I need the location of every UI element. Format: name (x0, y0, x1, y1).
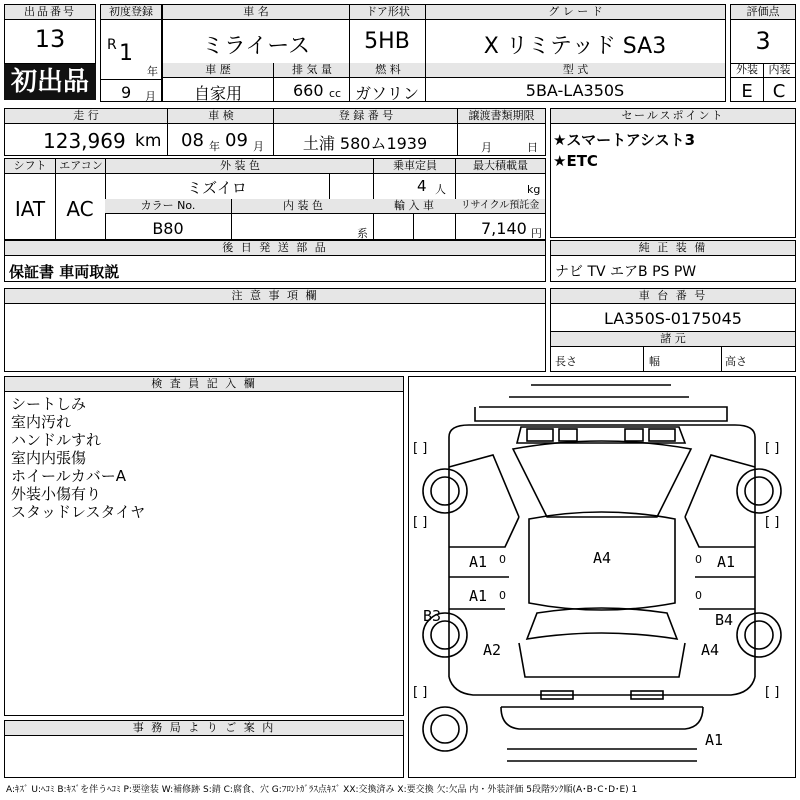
reg-year-unit: 年 (147, 65, 158, 78)
score: 3 (755, 27, 771, 55)
history-label: 車 歴 (163, 63, 273, 78)
lot-box (4, 4, 96, 64)
damage-roof: A4 (593, 549, 612, 567)
grade: X リミテッド SA3 (483, 34, 667, 59)
door-type: 5HB (364, 29, 410, 54)
inspector-line: ホイールカバーA (11, 467, 126, 485)
equipment-label: 純 正 装 備 (551, 241, 795, 256)
car-info-box (162, 4, 726, 102)
capacity: 4 (417, 177, 427, 195)
color-no-label: カラー No. (105, 199, 231, 214)
fuel: ガソリン (354, 84, 419, 103)
equipment-box (550, 240, 796, 282)
chassis-number: LA350S-0175045 (604, 309, 742, 328)
inspector-lines (11, 395, 145, 521)
ac: AC (66, 197, 94, 221)
capacity-label: 乗車定員 (373, 159, 456, 174)
mileage-unit: km (135, 131, 162, 151)
bracket-right-front: [ ] (765, 441, 780, 456)
door-label: ドア形状 (349, 5, 426, 20)
recycle-amount: 7,140 (481, 219, 527, 238)
displacement-label: 排 気 量 (273, 63, 350, 78)
shift-label: シフト (5, 159, 55, 174)
later-parts-box (4, 240, 546, 282)
exterior-grade: E (741, 81, 753, 102)
bracket-left-rear: [ ] (413, 685, 428, 700)
damage-left-rear-wheel: A2 (483, 641, 502, 659)
interior-label: 内装 (763, 63, 795, 78)
door-o-right-front: 0 (695, 553, 702, 566)
bracket-right-rear: [ ] (765, 685, 780, 700)
damage-right-rear-fender: B4 (715, 611, 734, 629)
mileage: 123,969 (43, 129, 126, 153)
lot-number: 13 (34, 25, 66, 53)
later-parts-label: 後 日 発 送 部 品 (5, 241, 545, 256)
era: R (107, 37, 117, 53)
inspector-line: 室内汚れ (11, 413, 72, 431)
transfer-month: 月 (481, 141, 492, 154)
chassis-label: 車 台 番 号 (551, 289, 795, 304)
damage-left-rear-door: A1 (469, 587, 488, 605)
score-box (730, 4, 796, 102)
reg-month-unit: 月 (145, 90, 156, 103)
interior-grade: C (772, 81, 786, 102)
bracket-left-mid: [ ] (413, 515, 428, 530)
ext-color-label: 外 装 色 (105, 159, 374, 174)
car-name: ミライース (201, 34, 311, 59)
sales-point-2: ★ETC (553, 152, 598, 170)
recycle-label: リサイクル預託金 (455, 199, 545, 214)
displacement-unit: cc (329, 87, 342, 100)
equipment-text: ナビ TV エアB PS PW (555, 264, 697, 280)
damage-left-rear-fender: B3 (423, 607, 442, 625)
load-unit: kg (527, 183, 541, 196)
recycle-unit: 円 (531, 227, 542, 240)
exterior-label: 外装 (731, 63, 763, 78)
first-listing-text: 初出品 (10, 67, 89, 97)
lot-label: 出品番号 (5, 5, 95, 20)
plate-number: 土浦 580ム1939 (302, 134, 428, 153)
int-color-label: 内 装 色 (231, 199, 374, 214)
capacity-unit: 人 (435, 183, 446, 196)
import-label: 輸 入 車 (373, 199, 455, 214)
plate-label: 登 録 番 号 (273, 109, 458, 124)
int-color-unit: 系 (357, 227, 368, 240)
score-label: 評価点 (731, 5, 795, 20)
ac-label: エアコン (55, 159, 106, 174)
inspection-year: 08 (181, 130, 204, 151)
load-label: 最大積載量 (455, 159, 545, 174)
dims-label: 諸 元 (551, 331, 795, 347)
inspector-line: ハンドルすれ (11, 431, 102, 449)
inspection-month-unit: 月 (253, 140, 264, 153)
door-o-left-front: 0 (499, 553, 506, 566)
height-label: 高さ (725, 355, 747, 368)
reg-year: 1 (119, 41, 133, 66)
inspection-label: 車 検 (167, 109, 274, 124)
car-name-label: 車 名 (163, 5, 349, 20)
shift: IAT (14, 197, 46, 221)
later-parts-text: 保証書 車両取説 (9, 263, 120, 281)
door-o-right-rear: 0 (695, 589, 702, 602)
first-reg-label: 初度登録 (101, 5, 161, 20)
chassis-box (550, 288, 796, 372)
legend-text: A:ｷｽﾞ U:ﾍｺﾐ B:ｷｽﾞを伴うﾍｺﾐ P:要塗装 W:補修跡 S:錆 C:腐食、穴 G:ﾌﾛﾝﾄｶﾞﾗｽ点ｷｽﾞ XX:交換済み X:要交換 欠:欠品 内・外装評価 5段階ﾗﾝｸ順(A･B･C･D･E) 1 (6, 785, 638, 795)
office-box (4, 720, 404, 778)
sales-points-label: セールスポイント (551, 109, 795, 124)
color-no: B80 (152, 219, 184, 238)
row3-box (4, 158, 546, 240)
width-label: 幅 (649, 355, 660, 368)
first-registration-box (100, 4, 162, 102)
transfer-label: 譲渡書類期限 (457, 109, 545, 124)
inspector-line: スタッドレスタイヤ (11, 503, 146, 521)
inspector-line: シートしみ (11, 395, 87, 413)
notes-label: 注 意 事 項 欄 (5, 289, 545, 304)
office-label: 事 務 局 よ り ご 案 内 (5, 721, 403, 736)
damage-right-front-door: A1 (717, 553, 736, 571)
bracket-right-mid: [ ] (765, 515, 780, 530)
first-listing-badge (4, 64, 96, 100)
damage-left-front-door: A1 (469, 553, 488, 571)
model-label: 型 式 (425, 63, 725, 78)
bracket-left-front: [ ] (413, 441, 428, 456)
inspection-month: 09 (225, 130, 248, 151)
reg-month: 9 (121, 83, 132, 102)
grade-label: グ レ ー ド (425, 5, 725, 20)
fuel-label: 燃 料 (349, 63, 426, 78)
transfer-day: 日 (527, 141, 538, 154)
damage-right-rear-wheel: A4 (701, 641, 720, 659)
sales-point-1: ★スマートアシスト3 (553, 131, 696, 149)
door-o-left-rear: 0 (499, 589, 506, 602)
inspector-line: 室内内張傷 (11, 449, 87, 467)
notes-box (4, 288, 546, 372)
history: 自家用 (193, 84, 242, 103)
damage-rear-bumper: A1 (705, 731, 724, 749)
inspector-line: 外装小傷有り (11, 485, 102, 503)
ext-color: ミズイロ (187, 179, 247, 197)
sales-points-box (550, 108, 796, 238)
inspector-box (4, 376, 404, 716)
car-diagram-box (408, 376, 796, 778)
car-outline (409, 377, 795, 777)
inspector-label: 検 査 員 記 入 欄 (5, 377, 403, 392)
displacement: 660 (293, 81, 324, 100)
row2-box (4, 108, 546, 156)
mileage-label: 走 行 (5, 109, 167, 124)
inspection-year-unit: 年 (209, 140, 220, 153)
length-label: 長さ (555, 355, 577, 368)
model: 5BA-LA350S (525, 81, 625, 100)
